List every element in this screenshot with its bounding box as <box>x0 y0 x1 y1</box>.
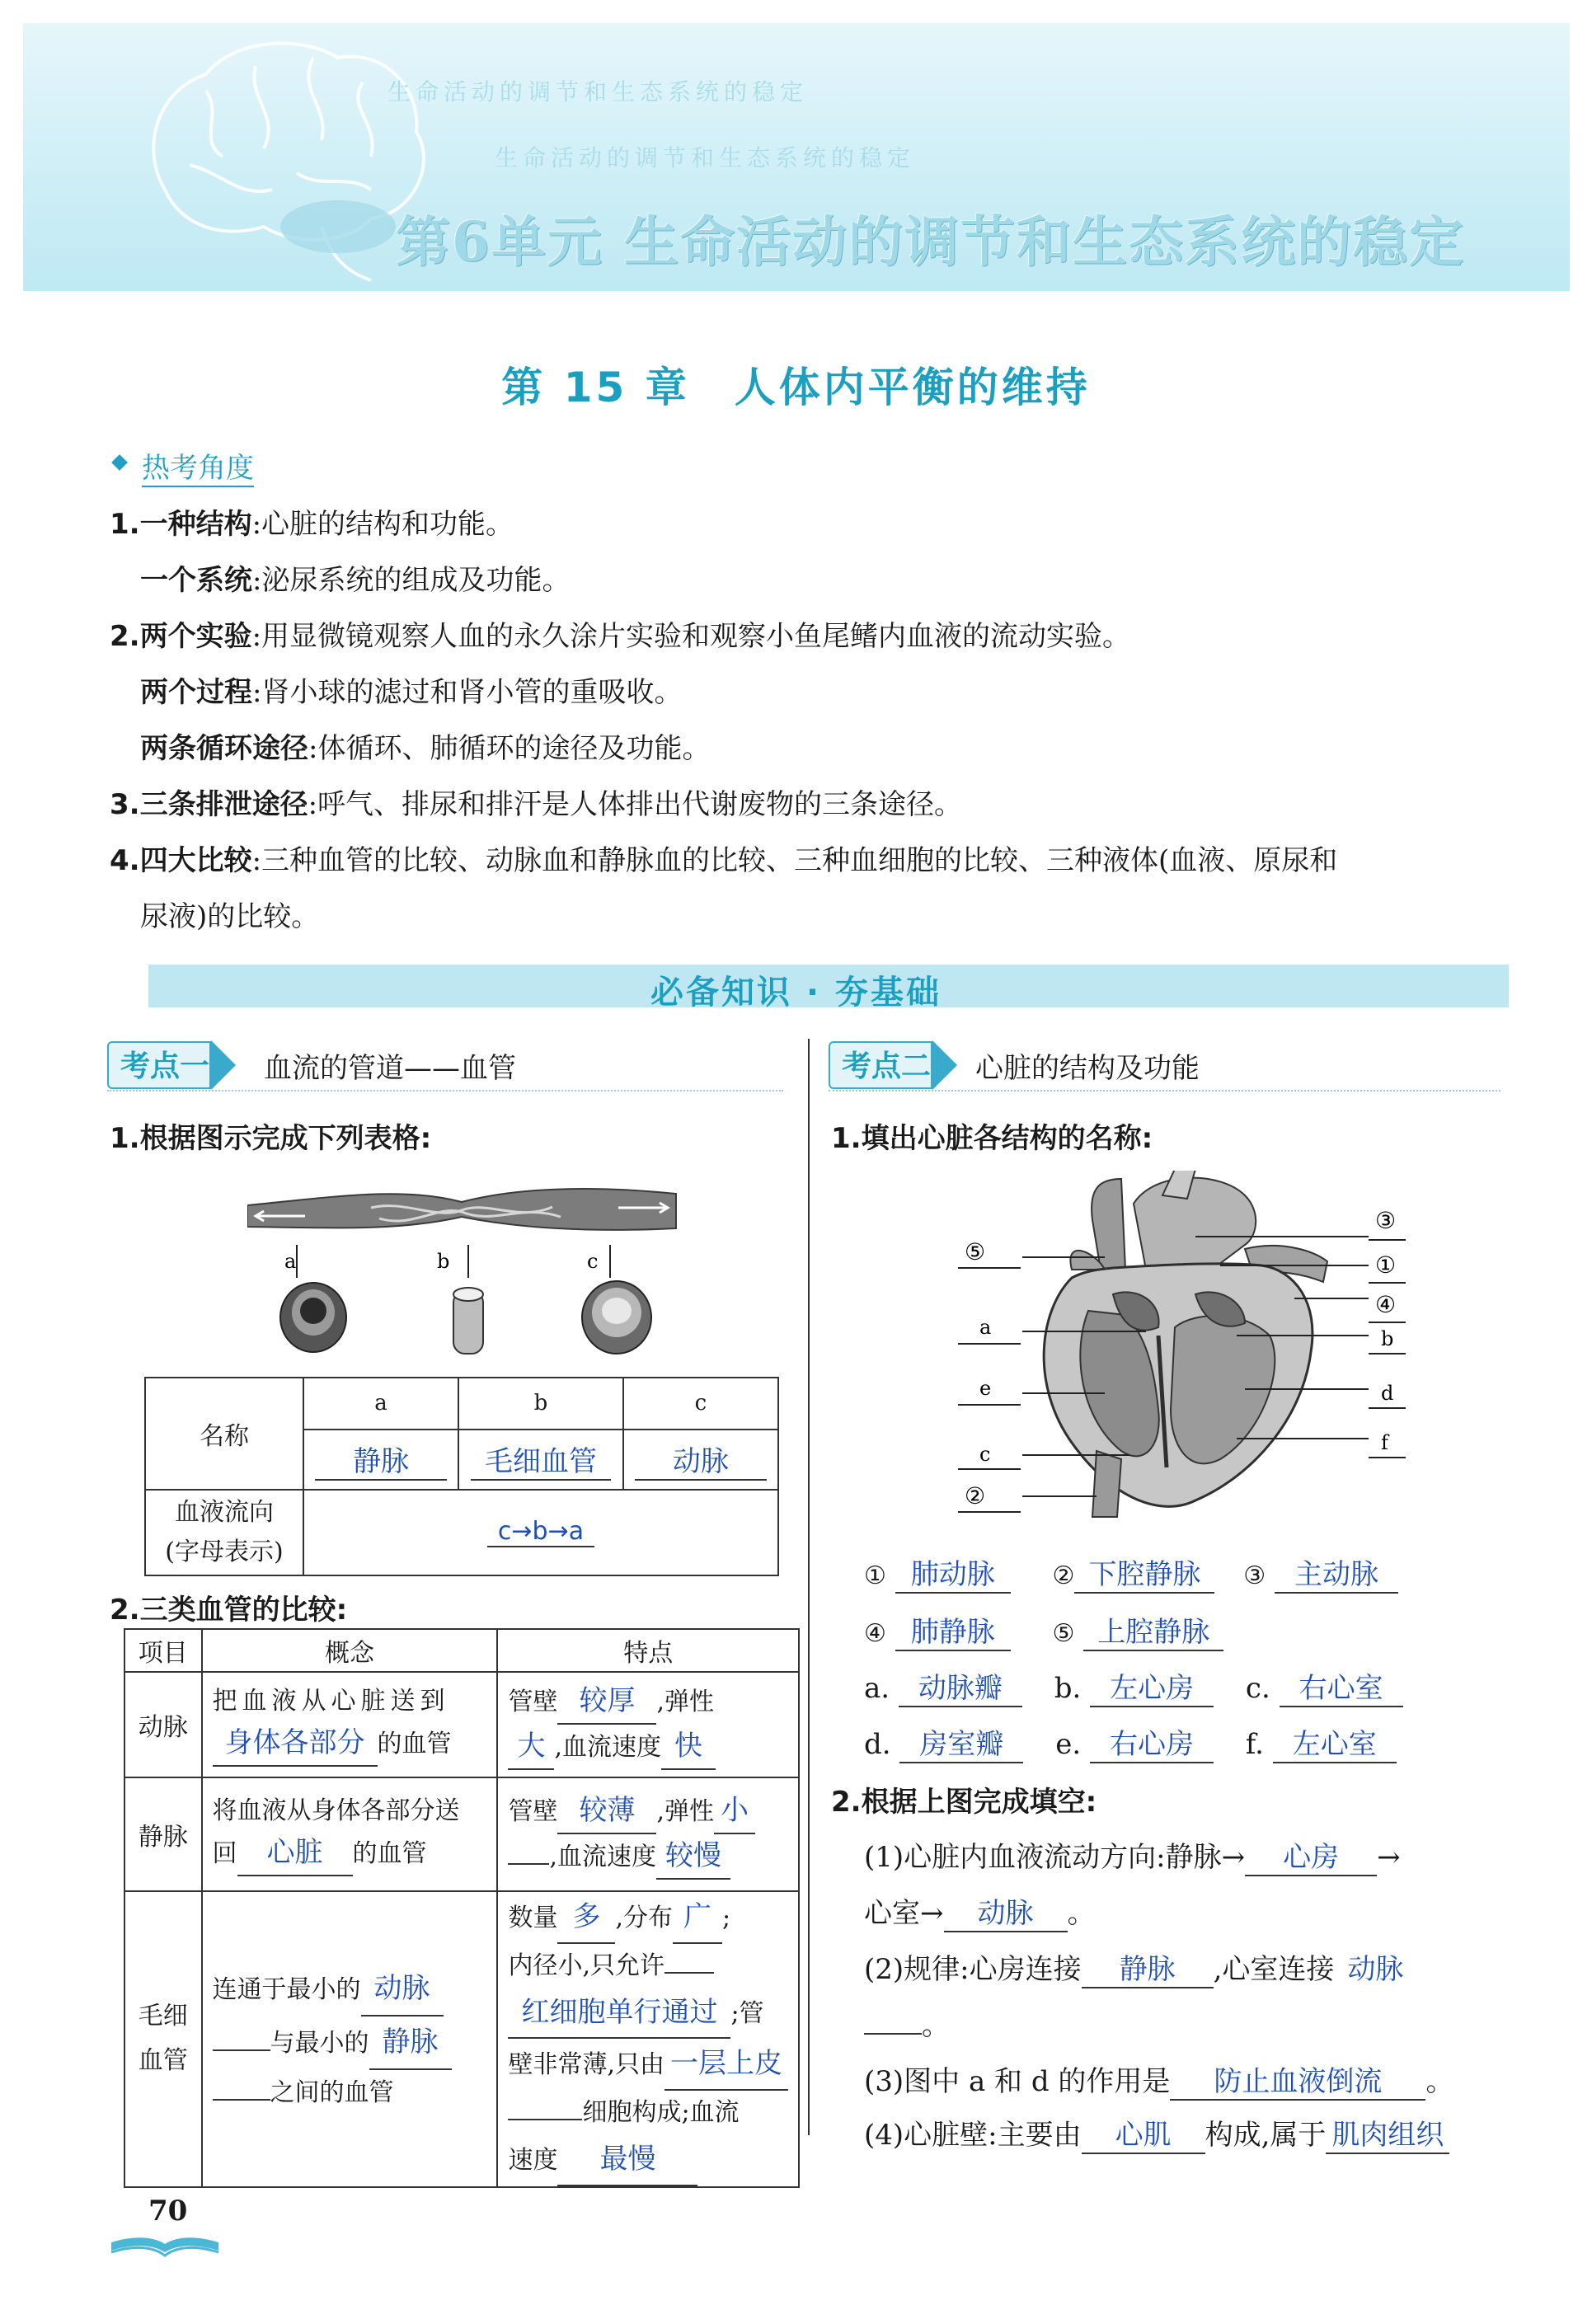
diagram-label: ① <box>1375 1251 1397 1279</box>
head-concept: 概念 <box>202 1629 498 1672</box>
column-divider <box>808 1039 810 2135</box>
text: ;管 <box>730 1998 764 2028</box>
text: ,血流速度 <box>549 1843 656 1871</box>
text: (4)心脏壁:主要由 <box>864 2119 1082 2152</box>
answer-right-atrium[interactable]: 右心房 <box>1090 1721 1214 1763</box>
heart-diagram <box>948 1171 1426 1533</box>
fill-line-3 <box>864 2059 1453 2101</box>
text: 毛细 <box>138 2002 188 2031</box>
diagram-label: a <box>979 1316 992 1339</box>
answer-superior-vena-cava[interactable]: 上腔静脉 <box>1083 1609 1223 1651</box>
diagram-label: d <box>1381 1382 1394 1405</box>
answer-artery-2[interactable]: 动脉 <box>1347 1953 1404 1986</box>
answer-left-ventricle[interactable]: 左心室 <box>1273 1721 1397 1763</box>
divider <box>829 1090 1500 1092</box>
diagram-label: b <box>1381 1327 1394 1350</box>
fig-label-c: c <box>587 1250 599 1273</box>
vein-feature <box>497 1777 799 1891</box>
capillary-artery-answer[interactable]: 动脉 <box>361 1963 444 2016</box>
answer-atrium[interactable]: 心房 <box>1245 1834 1377 1876</box>
mark: e. <box>1055 1728 1082 1761</box>
diagram-label: f <box>1381 1431 1388 1454</box>
hot-topic-item: 两个过程:肾小球的滤过和肾小管的重吸收。 <box>140 676 683 709</box>
hot-topic-item: 2.两个实验:用显微镜观察人血的永久涂片实验和观察小鱼尾鳍内血液的流动实验。 <box>110 620 1131 653</box>
fill-line-1 <box>864 1834 1401 1876</box>
blank[interactable] <box>864 2033 922 2035</box>
mark: ③ <box>1243 1561 1266 1590</box>
row-vein-name: 静脉 <box>124 1777 202 1891</box>
book-icon <box>107 2234 223 2259</box>
blank[interactable] <box>508 2119 582 2120</box>
blood-vessel-figure <box>247 1171 693 1360</box>
kaodian2-title: 心脏的结构及功能 <box>975 1051 1200 1085</box>
chevron-right-icon <box>211 1040 236 1090</box>
capillary-feature <box>497 1891 799 2187</box>
answer-muscle-tissue[interactable]: 肌肉组织 <box>1326 2112 1449 2154</box>
diagram-label: ② <box>965 1482 986 1509</box>
text: 数量 <box>508 1904 558 1932</box>
fig-label-b: b <box>437 1250 450 1273</box>
answer-aorta[interactable]: 主动脉 <box>1275 1552 1398 1594</box>
answer-c[interactable]: 动脉 <box>635 1439 767 1481</box>
col-header-b: b <box>458 1378 623 1430</box>
vein-elastic-answer[interactable]: 小 <box>714 1789 755 1834</box>
capillary-pass-answer[interactable]: 红细胞单行通过 <box>508 1988 730 2040</box>
row-artery-name: 动脉 <box>124 1672 202 1777</box>
mark: ② <box>1052 1561 1075 1590</box>
diagram-label: ④ <box>1375 1291 1397 1318</box>
answer-pulmonary-vein[interactable]: 肺静脉 <box>895 1609 1011 1651</box>
vessel-name-table <box>144 1377 779 1576</box>
blank[interactable] <box>665 1972 714 1974</box>
text: 细胞构成;血流 <box>582 2097 740 2127</box>
artery-concept-answer[interactable]: 身体各部分 <box>213 1721 378 1767</box>
head-item: 项目 <box>124 1629 202 1672</box>
fill-line-4 <box>864 2112 1449 2154</box>
vein-wall-answer[interactable]: 较薄 <box>557 1789 656 1834</box>
ghost-text-line: 生命活动的调节和生态系统的稳定 <box>495 144 916 171</box>
hot-topic-item: 一个系统:泌尿系统的组成及功能。 <box>140 564 571 597</box>
text: 血管 <box>138 2046 188 2076</box>
diagram-label: e <box>979 1377 992 1400</box>
chevron-right-icon <box>932 1040 957 1090</box>
flow-label-sub: (字母表示) <box>165 1537 284 1566</box>
col-header-a: a <box>303 1378 458 1430</box>
diagram-label: ⑤ <box>965 1238 986 1265</box>
text: ,分布 <box>615 1904 673 1932</box>
question-2: 2.根据上图完成填空: <box>831 1786 1097 1819</box>
flow-label: 血液流向 <box>175 1497 274 1527</box>
text: 。 <box>922 2009 950 2042</box>
diamond-icon <box>111 454 128 471</box>
answer-arterial-valve[interactable]: 动脉瓣 <box>899 1665 1022 1707</box>
artery-wall-answer[interactable]: 较厚 <box>557 1679 656 1725</box>
artery-concept-tail: 的血管 <box>377 1729 452 1758</box>
mark: a. <box>864 1672 890 1705</box>
hot-topic-item: 尿液)的比较。 <box>140 900 320 933</box>
capillary-wall-answer[interactable]: 一层上皮 <box>665 2039 788 2091</box>
text: 速度 <box>508 2146 558 2176</box>
fig-label-a: a <box>284 1250 297 1273</box>
text: ,心室连接 <box>1213 1953 1335 1986</box>
chapter-title: 第 15 章 人体内平衡的维持 <box>501 364 1091 411</box>
blank[interactable] <box>213 2099 270 2101</box>
diagram-label: ③ <box>1375 1207 1397 1234</box>
answer-b[interactable]: 毛细血管 <box>471 1439 611 1481</box>
hot-topic-item: 3.三条排泄途径:呼气、排尿和排汗是人体排出代谢废物的三条途径。 <box>110 788 963 821</box>
mark: b. <box>1054 1672 1082 1705</box>
text: 之间的血管 <box>270 2078 394 2107</box>
fill-line-2b <box>864 2002 950 2043</box>
text: 连通于最小的 <box>212 1974 361 2004</box>
row-capillary-name <box>124 1891 202 2187</box>
artery-elastic-answer[interactable]: 大 <box>508 1725 554 1770</box>
text: 与最小的 <box>270 2028 369 2058</box>
capillary-concept <box>202 1891 498 2187</box>
fill-line-1b <box>864 1890 1096 1932</box>
kaodian1-title: 血流的管道——血管 <box>264 1051 517 1085</box>
question-1: 1.根据图示完成下列表格: <box>110 1122 432 1155</box>
text: (2)规律:心房连接 <box>864 1953 1082 1986</box>
heart-answer-row <box>864 1665 1403 1707</box>
text: (3)图中 a 和 d 的作用是 <box>864 2065 1171 2098</box>
capillary-vein-answer[interactable]: 静脉 <box>369 2016 452 2070</box>
hot-topic-item: 1.一种结构:心脏的结构和功能。 <box>110 508 514 541</box>
text: 回 <box>212 1838 237 1868</box>
mark: f. <box>1245 1728 1264 1761</box>
answer-av-valve[interactable]: 房室瓣 <box>899 1721 1023 1763</box>
mark: ⑤ <box>1052 1619 1075 1648</box>
diagram-label: c <box>979 1443 991 1466</box>
flow-answer-cell <box>303 1490 778 1575</box>
unit-title: 第6单元 生命活动的调节和生态系统的稳定 <box>396 209 1465 274</box>
heart-answer-row <box>864 1609 1223 1651</box>
hot-topic-item: 4.四大比较:三种血管的比较、动脉血和静脉血的比较、三种血细胞的比较、三种液体(血液、原尿和 <box>110 844 1338 877</box>
fill-line-2 <box>864 1946 1416 1988</box>
answer-cell <box>458 1430 623 1490</box>
answer-artery[interactable]: 动脉 <box>944 1890 1068 1932</box>
text: 的血管 <box>352 1838 427 1868</box>
section-banner-title: 必备知识 · 夯基础 <box>650 974 942 1012</box>
kaodian1-tag: 考点一 <box>107 1041 211 1089</box>
question-1: 1.填出心脏各结构的名称: <box>831 1122 1153 1155</box>
page-number: 70 <box>148 2195 188 2228</box>
flow-answer[interactable]: c→b→a <box>487 1517 594 1547</box>
text: ,血流速度 <box>554 1733 661 1762</box>
artery-concept <box>202 1672 498 1777</box>
mark: ④ <box>864 1619 886 1648</box>
text: 内径小,只允许 <box>508 1951 665 1980</box>
capillary-count-answer[interactable]: 多 <box>557 1892 615 1944</box>
capillary-speed-answer[interactable]: 最慢 <box>557 2134 697 2186</box>
flow-label-cell <box>145 1490 303 1575</box>
vein-concept-answer[interactable]: 心脏 <box>237 1831 353 1876</box>
vein-speed-answer[interactable]: 较慢 <box>656 1834 730 1880</box>
heart-answer-row <box>864 1552 1398 1594</box>
question-2: 2.三类血管的比较: <box>110 1594 348 1627</box>
answer-left-atrium[interactable]: 左心房 <box>1090 1665 1214 1707</box>
text: ,弹性 <box>656 1797 714 1827</box>
mark: ① <box>864 1561 886 1590</box>
artery-concept-text: 把血液从心脏送到 <box>212 1687 450 1716</box>
text: 壁非常薄,只由 <box>508 2050 665 2080</box>
answer-cell <box>303 1430 458 1490</box>
capillary-distribution-answer[interactable]: 广 <box>673 1892 722 1944</box>
text: 管壁 <box>508 1688 558 1717</box>
heart-answer-row <box>864 1721 1397 1763</box>
text: ; <box>722 1904 731 1932</box>
artery-feature <box>497 1672 799 1777</box>
text: 管壁 <box>508 1797 558 1827</box>
blank[interactable] <box>213 2049 270 2051</box>
hot-topics-label: 热考角度 <box>142 445 254 487</box>
ghost-text-line: 生命活动的调节和生态系统的稳定 <box>387 78 809 106</box>
vessel-compare-table <box>124 1628 800 2188</box>
vein-concept <box>202 1777 498 1891</box>
text: (1)心脏内血液流动方向:静脉→ <box>864 1841 1246 1874</box>
text: 心室→ <box>864 1897 944 1930</box>
answer-pulmonary-artery[interactable]: 肺动脉 <box>895 1552 1011 1594</box>
answer-valve-function[interactable]: 防止血液倒流 <box>1170 2059 1425 2101</box>
text: 。 <box>1067 1897 1096 1930</box>
answer-inferior-vena-cava[interactable]: 下腔静脉 <box>1074 1552 1214 1594</box>
text: ,弹性 <box>656 1688 714 1717</box>
kaodian2-tag: 考点二 <box>829 1041 932 1089</box>
hot-topic-item: 两条循环途径:体循环、肺循环的途径及功能。 <box>140 732 711 765</box>
mark: c. <box>1245 1672 1270 1705</box>
answer-cell <box>623 1430 778 1490</box>
text: 。 <box>1425 2065 1454 2098</box>
head-feature: 特点 <box>497 1629 799 1672</box>
divider <box>107 1090 783 1092</box>
kaodian2-header <box>829 1040 1200 1090</box>
kaodian1-header <box>107 1040 516 1090</box>
answer-a[interactable]: 静脉 <box>315 1439 447 1481</box>
name-label-cell: 名称 <box>145 1378 303 1490</box>
answer-vein[interactable]: 静脉 <box>1082 1946 1214 1988</box>
blank[interactable] <box>508 1863 549 1865</box>
vein-concept-text: 将血液从身体各部分送 <box>212 1796 460 1826</box>
text: → <box>1377 1841 1401 1874</box>
answer-right-ventricle[interactable]: 右心室 <box>1280 1665 1403 1707</box>
col-header-c: c <box>623 1378 778 1430</box>
mark: d. <box>864 1728 891 1761</box>
text: 构成,属于 <box>1205 2119 1327 2152</box>
artery-speed-answer[interactable]: 快 <box>661 1725 716 1770</box>
answer-cardiac-muscle[interactable]: 心肌 <box>1082 2112 1205 2154</box>
